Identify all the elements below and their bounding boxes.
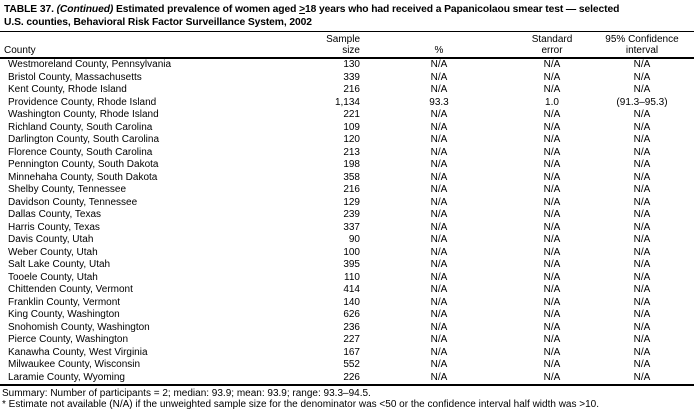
table-row — [0, 272, 694, 285]
standard-error-cell: N/A — [543, 159, 561, 170]
col-header-line: interval — [625, 45, 659, 56]
percent-cell: N/A — [430, 259, 448, 270]
confidence-interval-cell: N/A — [633, 209, 651, 220]
county-cell: Shelby County, Tennessee — [8, 184, 127, 195]
percent-cell: N/A — [430, 59, 448, 70]
header-row — [0, 32, 694, 58]
table-row — [0, 147, 694, 160]
table-header — [0, 32, 694, 58]
col-header-line: size — [342, 45, 360, 56]
table-title-line2: U.S. counties, Behavioral Risk Factor Surveillance System, 2002 — [4, 17, 312, 28]
confidence-interval-cell: N/A — [633, 121, 651, 133]
confidence-interval-cell: N/A — [633, 334, 651, 345]
standard-error-cell: N/A — [543, 209, 561, 220]
sample-size-cell: 213 — [343, 146, 360, 158]
sample-size-cell: 167 — [343, 346, 360, 358]
sample-size-cell: 216 — [343, 184, 360, 195]
county-cell: Washington County, Rhode Island — [8, 109, 159, 120]
sample-size-cell: 552 — [343, 359, 360, 370]
county-cell: Salt Lake County, Utah — [8, 259, 111, 270]
table-row — [0, 172, 694, 185]
table-row — [0, 197, 694, 210]
percent-cell: N/A — [430, 196, 448, 208]
table-row — [0, 309, 694, 322]
county-cell: Providence County, Rhode Island — [8, 96, 157, 108]
standard-error-cell: N/A — [543, 246, 561, 258]
county-cell: Tooele County, Utah — [8, 271, 98, 283]
standard-error-cell: N/A — [543, 184, 561, 195]
sample-size-cell: 140 — [343, 296, 360, 308]
standard-error-cell: N/A — [514, 372, 590, 386]
percent-cell: N/A — [430, 321, 448, 333]
table-row — [0, 334, 694, 347]
standard-error-cell: N/A — [543, 296, 561, 308]
sample-size-cell: 109 — [343, 121, 360, 133]
standard-error-cell: N/A — [543, 284, 561, 295]
county-cell: Darlington County, South Carolina — [8, 134, 160, 145]
percent-cell: N/A — [430, 359, 448, 370]
standard-error-cell: N/A — [543, 359, 561, 370]
standard-error-cell: N/A — [543, 334, 561, 345]
percent-cell: N/A — [430, 209, 448, 220]
county-cell: Franklin County, Vermont — [8, 296, 121, 308]
confidence-interval-cell: N/A — [633, 234, 651, 245]
col-header-line: 95% Confidence — [605, 34, 679, 45]
county-cell: Florence County, South Carolina — [8, 146, 153, 158]
table-row — [0, 372, 694, 386]
table-row — [0, 259, 694, 272]
standard-error-cell: N/A — [543, 121, 561, 133]
table-row — [0, 109, 694, 122]
percent-cell: N/A — [430, 234, 448, 245]
table-continued-label: (Continued) — [56, 4, 114, 15]
sample-size-cell: 120 — [343, 134, 360, 145]
table-row — [0, 359, 694, 372]
sample-size-cell: 221 — [343, 109, 360, 120]
table-label: TABLE 37. — [4, 4, 57, 15]
percent-cell: 93.3 — [429, 96, 449, 108]
standard-error-cell: N/A — [543, 221, 561, 233]
percent-cell: N/A — [430, 121, 448, 133]
sample-size-cell: 100 — [343, 246, 360, 258]
confidence-interval-cell: N/A — [633, 59, 651, 70]
col-header-county: County — [0, 32, 310, 58]
county-cell: Snohomish County, Washington — [8, 321, 150, 333]
percent-cell: N/A — [430, 159, 448, 170]
table-row — [0, 234, 694, 247]
standard-error-cell: N/A — [543, 321, 561, 333]
standard-error-cell: N/A — [543, 71, 561, 83]
standard-error-cell: N/A — [543, 109, 561, 120]
greater-equal-symbol: > — [299, 4, 305, 15]
footnote-line: * Estimate not available (N/A) if the unweighted sample size for the denominator was <50 or the confidence interval half width was >10. — [2, 399, 599, 410]
sample-size-cell: 626 — [343, 309, 360, 320]
confidence-interval-cell: N/A — [633, 246, 651, 258]
standard-error-cell: N/A — [543, 171, 561, 183]
table-row — [0, 72, 694, 85]
summary-line: Summary: Number of participants = 2; median: 93.9; mean: 93.9; range: 93.3–94.5. — [2, 388, 371, 399]
table-row — [0, 184, 694, 197]
percent-cell: N/A — [430, 146, 448, 158]
sample-size-cell: 337 — [343, 221, 360, 233]
standard-error-cell: N/A — [543, 196, 561, 208]
percent-cell: N/A — [430, 284, 448, 295]
county-cell: Laramie County, Wyoming — [0, 372, 310, 386]
standard-error-cell: N/A — [543, 59, 561, 70]
county-cell: King County, Washington — [8, 309, 120, 320]
sample-size-cell: 395 — [343, 259, 360, 270]
sample-size-cell: 216 — [343, 84, 360, 95]
table-row — [0, 84, 694, 97]
percent-cell: N/A — [430, 246, 448, 258]
percent-cell: N/A — [430, 309, 448, 320]
sample-size-cell: 414 — [343, 284, 360, 295]
percent-cell: N/A — [430, 296, 448, 308]
table-row — [0, 122, 694, 135]
sample-size-cell: 239 — [343, 209, 360, 220]
sample-size-cell: 236 — [343, 321, 360, 333]
table-title — [0, 3, 694, 32]
confidence-interval-cell: N/A — [633, 321, 651, 333]
confidence-interval-cell: N/A — [633, 134, 651, 145]
sample-size-cell: 339 — [343, 71, 360, 83]
data-table — [0, 32, 694, 386]
confidence-interval-cell: N/A — [633, 296, 651, 308]
county-cell: Weber County, Utah — [8, 246, 98, 258]
table-body — [0, 58, 694, 385]
sample-size-cell: 227 — [343, 334, 360, 345]
sample-size-cell: 226 — [310, 372, 364, 386]
standard-error-cell: N/A — [543, 271, 561, 283]
confidence-interval-cell: (91.3–95.3) — [616, 96, 668, 108]
county-cell: Kanawha County, West Virginia — [8, 346, 148, 358]
sample-size-cell: 130 — [343, 59, 360, 70]
table-title-line1 — [4, 3, 694, 16]
percent-cell: N/A — [430, 221, 448, 233]
table-row — [0, 284, 694, 297]
sample-size-cell: 90 — [348, 234, 360, 245]
table-row — [0, 97, 694, 110]
table-title-text: Estimated prevalence of women aged — [113, 4, 300, 15]
table-row — [0, 134, 694, 147]
col-header-standard-error — [514, 32, 590, 58]
percent-cell: N/A — [430, 346, 448, 358]
percent-cell: N/A — [430, 109, 448, 120]
confidence-interval-cell: N/A — [633, 171, 651, 183]
table-row — [0, 347, 694, 360]
col-header-confidence-interval — [590, 32, 694, 58]
sample-size-cell: 358 — [343, 171, 360, 183]
table-title-text-rest: 18 years who had received a Papanicolaou smear test — selected — [305, 4, 620, 15]
percent-cell: N/A — [430, 171, 448, 183]
standard-error-cell: N/A — [543, 234, 561, 245]
percent-cell: N/A — [430, 334, 448, 345]
confidence-interval-cell: N/A — [633, 184, 651, 195]
confidence-interval-cell: N/A — [633, 159, 651, 170]
percent-cell: N/A — [430, 271, 448, 283]
standard-error-cell: N/A — [543, 309, 561, 320]
county-cell: Milwaukee County, Wisconsin — [8, 359, 141, 370]
confidence-interval-cell: N/A — [590, 372, 694, 386]
standard-error-cell: N/A — [543, 84, 561, 95]
sample-size-cell: 110 — [344, 271, 360, 283]
sample-size-cell: 1,134 — [334, 96, 360, 108]
percent-cell: N/A — [430, 84, 448, 95]
table-row — [0, 297, 694, 310]
sample-size-cell: 198 — [343, 159, 360, 170]
county-cell: Davis County, Utah — [8, 234, 94, 245]
confidence-interval-cell: N/A — [633, 109, 651, 120]
county-cell: Bristol County, Massachusetts — [8, 71, 142, 83]
table-row — [0, 209, 694, 222]
col-header-line: Standard — [531, 34, 573, 45]
col-header-line: Sample — [326, 34, 360, 45]
table-row — [0, 247, 694, 260]
county-cell: Minnehaha County, South Dakota — [8, 171, 158, 183]
county-cell: Chittenden County, Vermont — [8, 284, 133, 295]
county-cell: Dallas County, Texas — [8, 209, 102, 220]
percent-cell: N/A — [430, 71, 448, 83]
percent-cell: N/A — [364, 372, 514, 386]
standard-error-cell: N/A — [543, 346, 561, 358]
county-cell: Westmoreland County, Pennsylvania — [8, 59, 172, 70]
col-header-sample-size — [310, 32, 364, 58]
confidence-interval-cell: N/A — [633, 146, 651, 158]
county-cell: Richland County, South Carolina — [8, 121, 153, 133]
confidence-interval-cell: N/A — [633, 359, 651, 370]
standard-error-cell: N/A — [543, 146, 561, 158]
confidence-interval-cell: N/A — [633, 196, 651, 208]
county-cell: Pierce County, Washington — [8, 334, 129, 345]
percent-cell: N/A — [430, 134, 448, 145]
table-row — [0, 58, 694, 72]
sample-size-cell: 129 — [343, 196, 360, 208]
county-cell: Davidson County, Tennessee — [8, 196, 138, 208]
confidence-interval-cell: N/A — [633, 346, 651, 358]
confidence-interval-cell: N/A — [633, 259, 651, 270]
standard-error-cell: N/A — [543, 259, 561, 270]
confidence-interval-cell: N/A — [633, 221, 651, 233]
table-row — [0, 322, 694, 335]
confidence-interval-cell: N/A — [633, 84, 651, 95]
county-cell: Kent County, Rhode Island — [8, 84, 127, 95]
confidence-interval-cell: N/A — [633, 71, 651, 83]
county-cell: Harris County, Texas — [8, 221, 100, 233]
col-header-line: error — [541, 45, 563, 56]
standard-error-cell: 1.0 — [545, 96, 559, 108]
table-row — [0, 222, 694, 235]
table-row — [0, 159, 694, 172]
confidence-interval-cell: N/A — [633, 271, 651, 283]
confidence-interval-cell: N/A — [633, 309, 651, 320]
confidence-interval-cell: N/A — [633, 284, 651, 295]
col-header-percent: % — [364, 32, 514, 58]
county-cell: Pennington County, South Dakota — [8, 159, 159, 170]
percent-cell: N/A — [430, 184, 448, 195]
standard-error-cell: N/A — [543, 134, 561, 145]
